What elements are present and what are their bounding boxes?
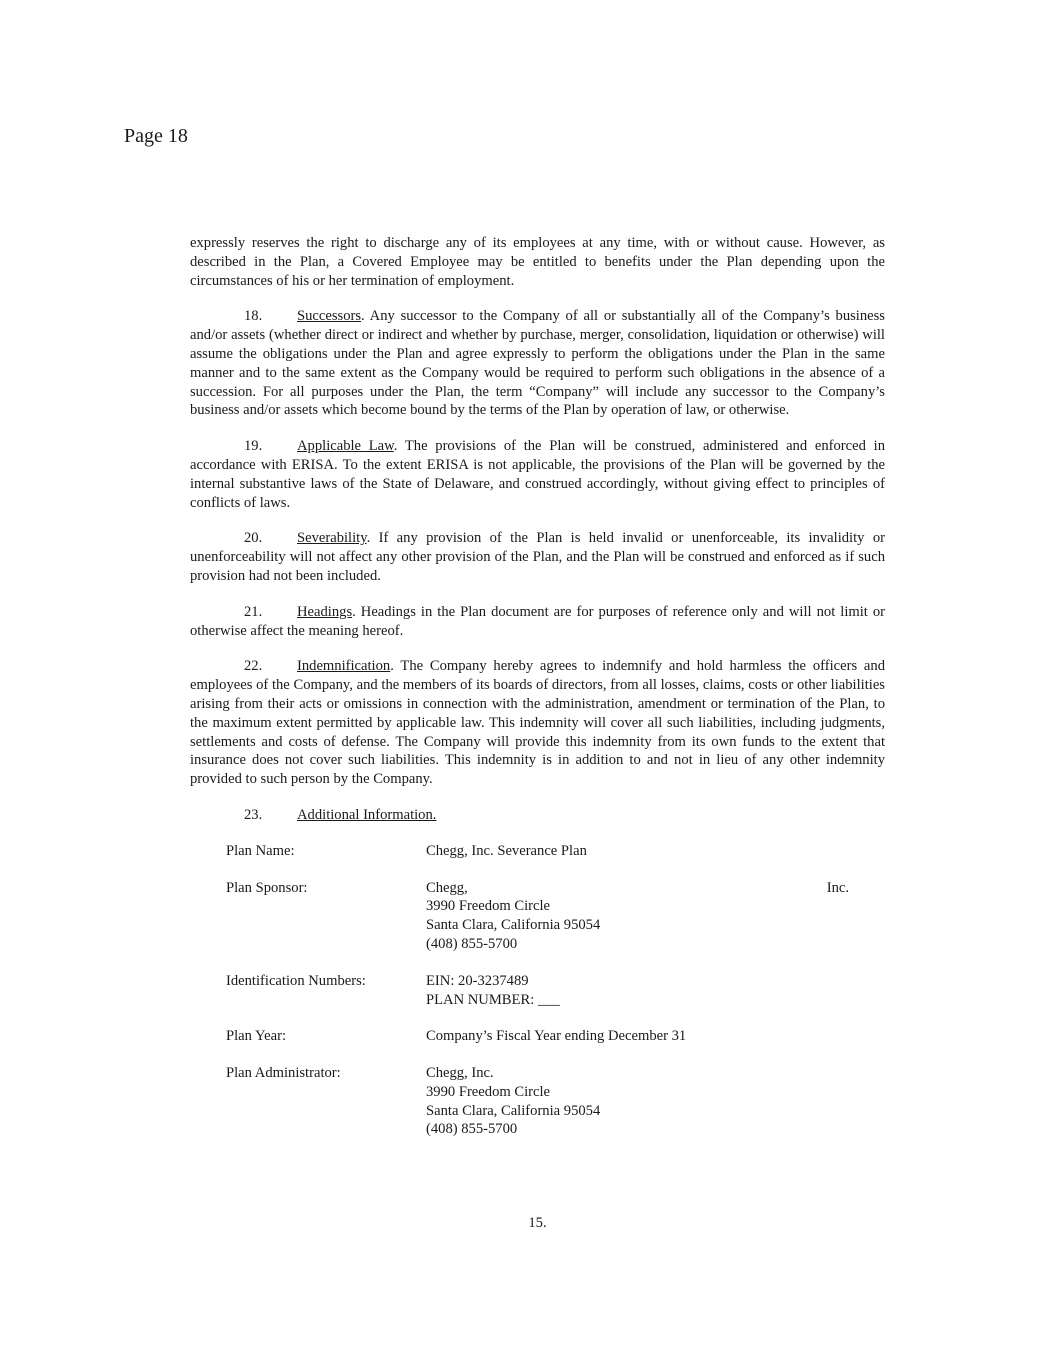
plan-year-row (226, 1027, 885, 1046)
info-label: Plan Sponsor: (226, 879, 308, 896)
info-label: Plan Year: (226, 1028, 286, 1045)
plan-name-row (226, 842, 885, 861)
plan-number-value: PLAN NUMBER: ___ (426, 991, 560, 1008)
section-number: 22. (244, 658, 263, 675)
section-number: 19. (244, 438, 263, 455)
plan-sponsor-row (226, 879, 885, 954)
section-number: 21. (244, 603, 263, 620)
section-text: . The provisions of the Plan will be construed, administered and enforced in accordance with ERISA. To the extent ERISA is not applicable, the provisions of the Plan will be governed by the internal substantive laws of the State of Delaware, and construed accordingly, without giving effect to principles of conflicts of laws. (190, 438, 885, 511)
info-value (426, 1064, 885, 1139)
info-value (426, 842, 885, 861)
plan-name-value: Chegg, Inc. Severance Plan (426, 842, 587, 859)
info-label: Plan Administrator: (226, 1065, 341, 1082)
document-body (190, 234, 885, 1157)
section-indemnification (190, 657, 885, 789)
sponsor-street: 3990 Freedom Circle (426, 898, 551, 915)
intro-paragraph: expressly reserves the right to discharge any of its employees at any time, with or without cause. However, as described in the Plan, a Covered Employee may be entitled to benefits under the Plan depending upon the circumstances of his or her termination of employment. (190, 235, 885, 289)
info-value (426, 972, 885, 1010)
section-successors (190, 307, 885, 420)
admin-street: 3990 Freedom Circle (426, 1083, 551, 1100)
section-heading: Applicable Law (297, 438, 394, 455)
page-number: 15. (528, 1215, 547, 1231)
sponsor-name-left: Chegg, (426, 879, 468, 896)
admin-city: Santa Clara, California 95054 (426, 1102, 601, 1119)
sponsor-name-line (426, 879, 885, 898)
section-heading: Successors (297, 308, 362, 325)
section-heading: Additional Information. (297, 806, 437, 823)
section-number: 20. (244, 530, 263, 547)
section-headings (190, 603, 885, 641)
section-text: . If any provision of the Plan is held invalid or unenforceable, its invalidity or unenforceability will not affect any other provision of the Plan, and the Plan will be construed and enforced as if such provision had not been included. (190, 530, 885, 584)
section-text: . The Company hereby agrees to indemnify and hold harmless the officers and employees of the Company, and the members of its boards of directors, from all losses, claims, costs or other liabilities arising from their acts or omissions in connection with the administration, amendment or termination of the Plan, to the maximum extent permitted by applicable law. This indemnity will cover all such liabilities, including judgments, settlements and costs of defense. The Company will provide this indemnity from its own funds to the extent that insurance does not cover such liabilities. This indemnity is in addition to and not in lieu of any other indemnity provided to such person by the Company. (190, 658, 885, 788)
identification-row (226, 972, 885, 1010)
section-heading: Headings (297, 603, 353, 620)
info-label: Identification Numbers: (226, 972, 366, 989)
sponsor-city: Santa Clara, California 95054 (426, 917, 601, 934)
page-label: Page 18 (124, 125, 188, 147)
section-number: 18. (244, 308, 263, 325)
admin-name: Chegg, Inc. (426, 1065, 494, 1082)
plan-administrator-row (226, 1064, 885, 1139)
section-text: . Any successor to the Company of all or substantially all of the Company’s business and/or assets (whether direct or indirect and whether by purchase, merger, consolidation, liquidation or otherwise) will assume the obligations under the Plan and agree expressly to perform the obligations under the Plan in the same manner and to the same extent as the Company would be required to perform such obligations in the absence of a succession. For all purposes under the Plan, the term “Company” will include any successor to the Company’s business and/or assets which become bound by the terms of the Plan by operation of law, or otherwise. (190, 308, 885, 419)
admin-phone: (408) 855-5700 (426, 1121, 518, 1138)
sponsor-phone: (408) 855-5700 (426, 935, 518, 952)
info-label: Plan Name: (226, 842, 295, 859)
section-severability (190, 529, 885, 585)
section-heading: Severability (297, 530, 367, 547)
section-additional-information (190, 806, 885, 825)
section-heading: Indemnification (297, 658, 391, 675)
plan-year-value: Company’s Fiscal Year ending December 31 (426, 1028, 687, 1045)
sponsor-name-right: Inc. (826, 879, 849, 896)
info-value (426, 879, 885, 954)
ein-value: EIN: 20-3237489 (426, 972, 529, 989)
section-applicable-law (190, 437, 885, 512)
section-number: 23. (244, 806, 263, 823)
section-text: . Headings in the Plan document are for purposes of reference only and will not limit or otherwise affect the meaning hereof. (190, 603, 885, 639)
info-value (426, 1027, 885, 1046)
plan-info-table (226, 842, 885, 1140)
